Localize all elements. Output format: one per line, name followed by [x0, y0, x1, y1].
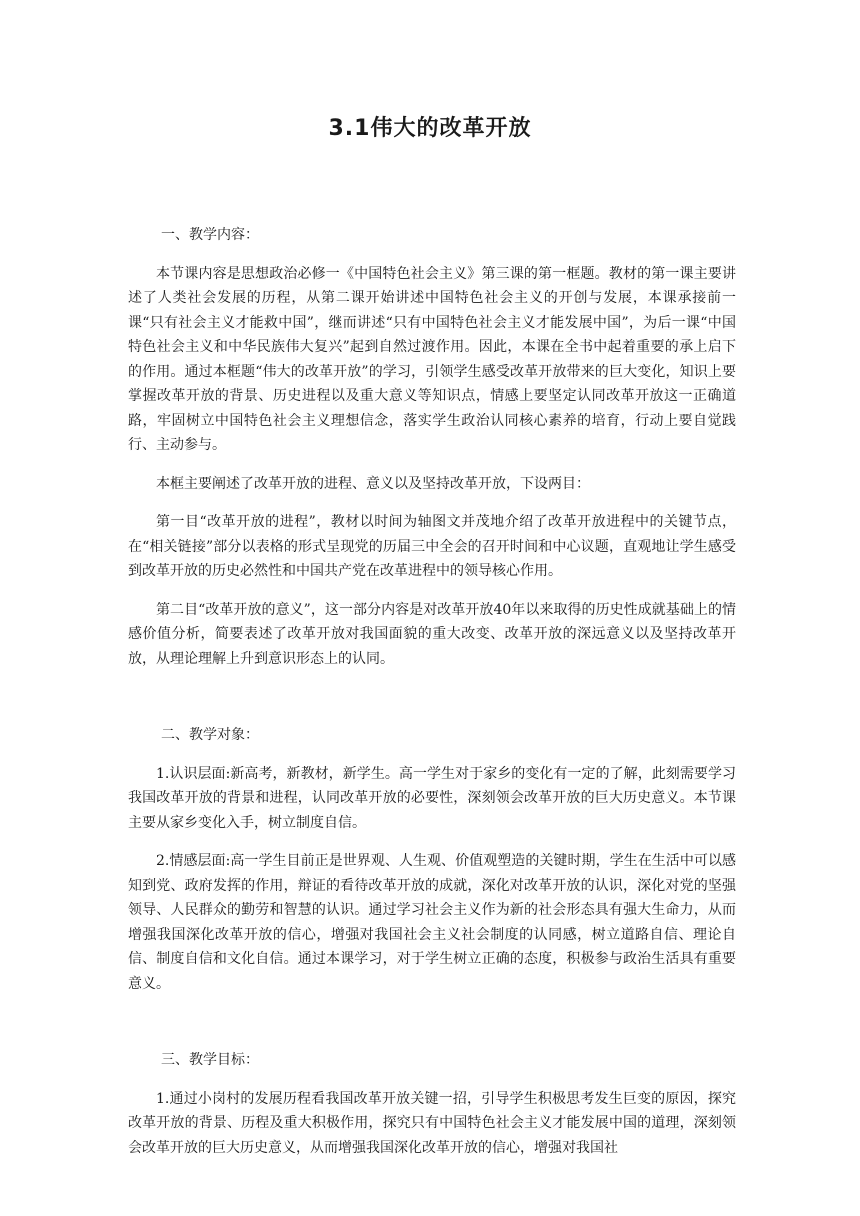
section-teaching-audience	[128, 723, 736, 996]
section-spacer	[128, 685, 736, 723]
paragraph: 本框主要阐述了改革开放的进程、意义以及坚持改革开放，下设两目：	[156, 475, 590, 492]
paragraph: 1.通过小岗村的发展历程看我国改革开放关键一招，引导学生积极思考发生巨变的原因，探究改革开放的背景、历程及重大积极作用，探究只有中国特色社会主义才能发展中国的道理，深刻领会改革开放的巨大历史意义，从而增强我国深化改革开放的信心，增强对我国社	[128, 1090, 736, 1156]
paragraph: 1.认识层面:新高考，新教材，新学生。高一学生对于家乡的变化有一定的了解，此刻需要学习我国改革开放的背景和进程，认同改革开放的必要性，深刻领会改革开放的巨大历史意义。本节课主要从家乡变化入手，树立制度自信。	[128, 765, 736, 831]
section-teaching-content	[128, 223, 736, 671]
paragraph: 第一目“改革开放的进程”，教材以时间为轴图文并茂地介绍了改革开放进程中的关键节点，在“相关链接”部分以表格的形式呈现党的历届三中全会的召开时间和中心议题，直观地让学生感受到改革开放的历史必然性和中国共产党在改革进程中的领导核心作用。	[128, 514, 736, 579]
section-heading: 一、教学内容：	[161, 227, 259, 243]
section-heading: 二、教学对象：	[161, 727, 259, 743]
section-teaching-goals	[128, 1048, 736, 1160]
section-spacer	[128, 1010, 736, 1048]
document-title: 3.1伟大的改革开放	[328, 116, 532, 141]
paragraph: 2.情感层面:高一学生目前正是世界观、人生观、价值观塑造的关键时期，学生在生活中可以感知到党、政府发挥的作用，辩证的看待改革开放的成就，深化对改革开放的认识，深化对党的坚强领导、人民群众的勤劳和智慧的认识。通过学习社会主义作为新的社会形态具有强大生命力，从而增强我国深化改革开放的信心，增强对我国社会主义社会制度的认同感，树立道路自信、理论自信、制度自信和文化自信。通过本课学习，对于学生树立正确的态度，积极参与政治生活具有重要意义。	[128, 853, 736, 992]
section-heading: 三、教学目标：	[161, 1052, 259, 1068]
paragraph: 本节课内容是思想政治必修一《中国特色社会主义》第三课的第一框题。教材的第一课主要讲述了人类社会发展的历程，从第二课开始讲述中国特色社会主义的开创与发展，本课承接前一课“只有社会主义才能救中国”，继而讲述“只有中国特色社会主义才能发展中国”，为后一课“中国特色社会主义和中华民族伟大复兴”起到自然过渡作用。因此，本课在全书中起着重要的承上启下的作用。通过本框题“伟大的改革开放”的学习，引领学生感受改革开放带来的巨大变化，知识上要掌握改革开放的背景、历史进程以及重大意义等知识点，情感上要坚定认同改革开放这一正确道路，牢固树立中国特色社会主义理想信念，落实学生政治认同核心素养的培育，行动上要自觉践行、主动参与。	[128, 265, 736, 453]
document-body	[128, 223, 736, 1174]
paragraph: 第二目“改革开放的意义”，这一部分内容是对改革开放40年以来取得的历史性成就基础上的情感价值分析，简要表述了改革开放对我国面貌的重大改变、改革开放的深远意义以及坚持改革开放，从理论理解上升到意识形态上的认同。	[128, 601, 736, 667]
